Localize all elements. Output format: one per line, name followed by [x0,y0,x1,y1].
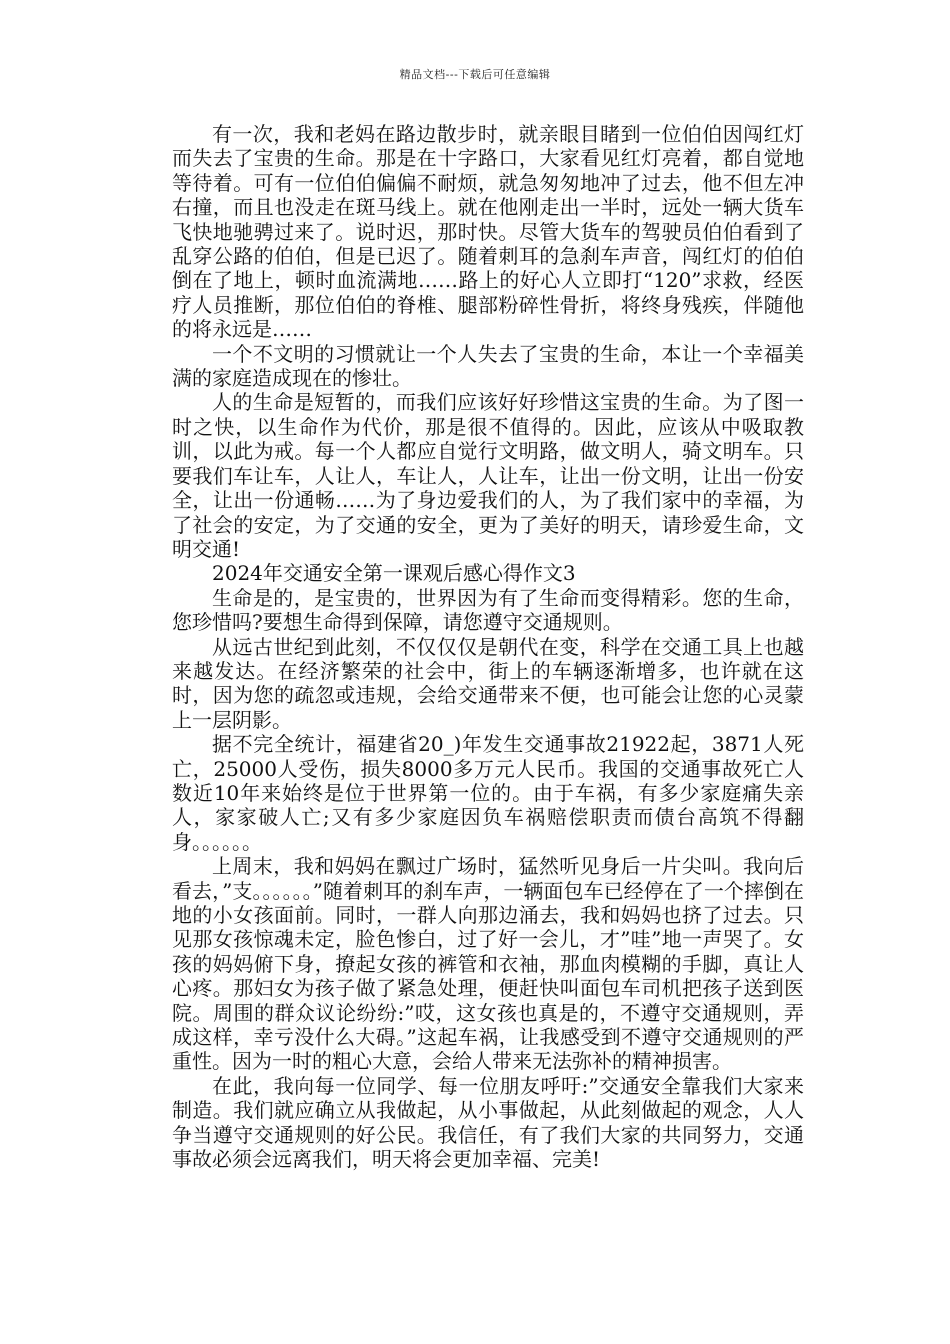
paragraph-8: 在此，我向每一位同学、每一位朋友呼吁:”交通安全靠我们大家来制造。我们就应确立从我做起，从小事做起，从此刻做起的观念，人人争当遵守交通规则的好公民。我信任，有了我们大家的共同努力，交通事故必须会远离我们，明天将会更加幸福、完美! [172,1073,804,1172]
paragraph-7: 上周末，我和妈妈在飘过广场时，猛然听见身后一片尖叫。我向后看去，”支。。。。。。”随着刺耳的刹车声，一辆面包车已经停在了一个摔倒在地的小女孩面前。同时，一群人向那边涌去，我和妈妈也挤了过去。只见那女孩惊魂未定，脸色惨白，过了好一会儿，才”哇”地一声哭了。女孩的妈妈俯下身，撩起女孩的裤管和衣袖，那血肉模糊的手脚，真让人心疼。那妇女为孩子做了紧急处理，便赶快叫面包车司机把孩子送到医院。周围的群众议论纷纷:”哎，这女孩也真是的，不遵守交通规则，弄成这样，幸亏没什么大碍。”这起车祸，让我感受到不遵守交通规则的严重性。因为一时的粗心大意，会给人带来无法弥补的精神损害。 [172,854,804,1074]
paragraph-3: 人的生命是短暂的，而我们应该好好珍惜这宝贵的生命。为了图一时之快，以生命作为代价，那是很不值得的。因此，应该从中吸取教训，以此为戒。每一个人都应自觉行文明路，做文明人，骑文明车。只要我们车让车，人让人，车让人，人让车，让出一份文明，让出一份安全，让出一份通畅……为了身边爱我们的人，为了我们家中的幸福，为了社会的安定，为了交通的安全，更为了美好的明天，请珍爱生命，文明交通! [172,390,804,561]
paragraph-6: 据不完全统计，福建省20_)年发生交通事故21922起，3871人死亡，25000人受伤，损失8000多万元人民币。我国的交通事故死亡人数近10年来始终是位于世界第一位的。由于车祸，有多少家庭痛失亲人，家家破人亡;又有多少家庭因负车祸赔偿职责而债台高筑不得翻身。。。。。。 [172,732,804,854]
paragraph-1: 有一次，我和老妈在路边散步时，就亲眼目睹到一位伯伯因闯红灯而失去了宝贵的生命。那是在十字路口，大家看见红灯亮着，都自觉地等待着。可有一位伯伯偏偏不耐烦，就急匆匆地冲了过去，他不但左冲右撞，而且也没走在斑马线上。就在他刚走出一半时，远处一辆大货车飞快地驰骋过来了。说时迟，那时快。尽管大货车的驾驶员伯伯看到了乱穿公路的伯伯，但是已迟了。随着刺耳的急刹车声音，闯红灯的伯伯倒在了地上，顿时血流满地……路上的好心人立即打“120”求救，经医疗人员推断，那位伯伯的脊椎、腿部粉碎性骨折，将终身残疾，伴随他的将永远是…… [172,122,804,342]
section-title: 2024年交通安全第一课观后感心得作文3 [212,561,576,586]
paragraph-5: 从远古世纪到此刻，不仅仅仅是朝代在变，科学在交通工具上也越来越发达。在经济繁荣的社会中，街上的车辆逐渐增多，也许就在这时，因为您的疏忽或违规，会给交通带来不便，也可能会让您的心灵蒙上一层阴影。 [172,634,804,732]
page-header: 精品文档---下载后可任意编辑 [399,68,551,81]
document-body [172,122,804,1171]
paragraph-2: 一个不文明的习惯就让一个人失去了宝贵的生命，本让一个幸福美满的家庭造成现在的惨壮。 [172,341,804,391]
paragraph-4: 生命是的，是宝贵的，世界因为有了生命而变得精彩。您的生命，您珍惜吗?要想生命得到保障，请您遵守交通规则。 [172,585,804,635]
